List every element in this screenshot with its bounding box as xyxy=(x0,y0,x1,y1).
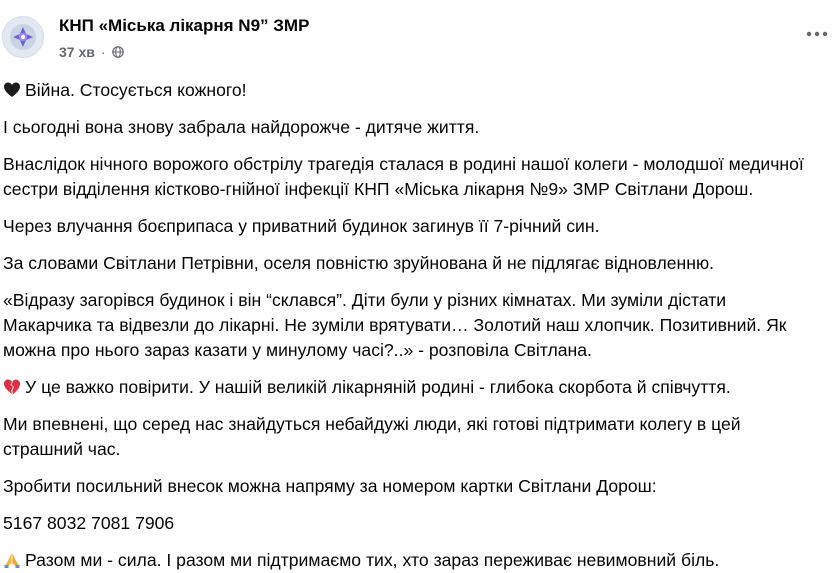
black-heart-icon xyxy=(3,81,21,99)
dot-separator: · xyxy=(100,44,106,60)
paragraph-text: У це важко повірити. У нашій великій лікарняній родині - глибока скорбота й співчуття. xyxy=(25,377,731,397)
paragraph xyxy=(3,78,818,103)
more-options-icon xyxy=(806,31,828,37)
paragraph: Зробити посильний внесок можна напряму за номером картки Світлани Дорош: xyxy=(3,476,657,496)
paragraph xyxy=(3,548,818,573)
paragraph: І сьогодні вона знову забрала найдорожче - дитяче життя. xyxy=(3,117,480,137)
paragraph: За словами Світлани Петрівни, оселя повністю зруйнована й не підлягає відновленню. xyxy=(3,253,715,273)
post-text xyxy=(3,78,818,573)
globe-icon xyxy=(112,46,124,58)
paragraph-text: Війна. Стосується кожного! xyxy=(25,80,247,100)
paragraph: Ми впевнені, що серед нас знайдуться небайдужі люди, які готові підтримати колегу в цей страшний час. xyxy=(3,414,741,459)
post-timestamp[interactable]: 37 хв xyxy=(59,44,95,60)
paragraph: «Відразу загорівся будинок і він “склався”. Діти були у різних кімнатах. Ми зуміли дістати Макарчика та відвезли до лікарні. Не зуміли врятувати… Золотий наш хлопчик. Позитивний. Як можна про нього зараз казати у минулому часі?..» - розповіла Світлана. xyxy=(3,290,787,360)
hospital-logo-icon xyxy=(8,22,38,52)
more-options-button[interactable] xyxy=(802,22,832,46)
paragraph: Через влучання боєприпаса у приватний будинок загинув її 7-річний син. xyxy=(3,216,600,236)
paragraph xyxy=(3,375,818,400)
paragraph: Внаслідок нічного ворожого обстрілу трагедія сталася в родині нашої колеги - молодшої медичної сестри відділення кістково-гнійної інфекції КНП «Міська лікарня №9» ЗМР Світлани Дорош. xyxy=(3,154,804,199)
page-name[interactable]: КНП «Міська лікарня N9” ЗМР xyxy=(59,16,310,35)
broken-heart-icon xyxy=(3,378,21,396)
page-avatar[interactable] xyxy=(2,16,44,58)
folded-hands-icon xyxy=(3,551,21,569)
card-number: 5167 8032 7081 7906 xyxy=(3,513,175,533)
paragraph-text: Разом ми - сила. І разом ми підтримаємо тих, хто зараз переживає невимовний біль. xyxy=(25,550,720,570)
post-meta xyxy=(59,44,124,60)
